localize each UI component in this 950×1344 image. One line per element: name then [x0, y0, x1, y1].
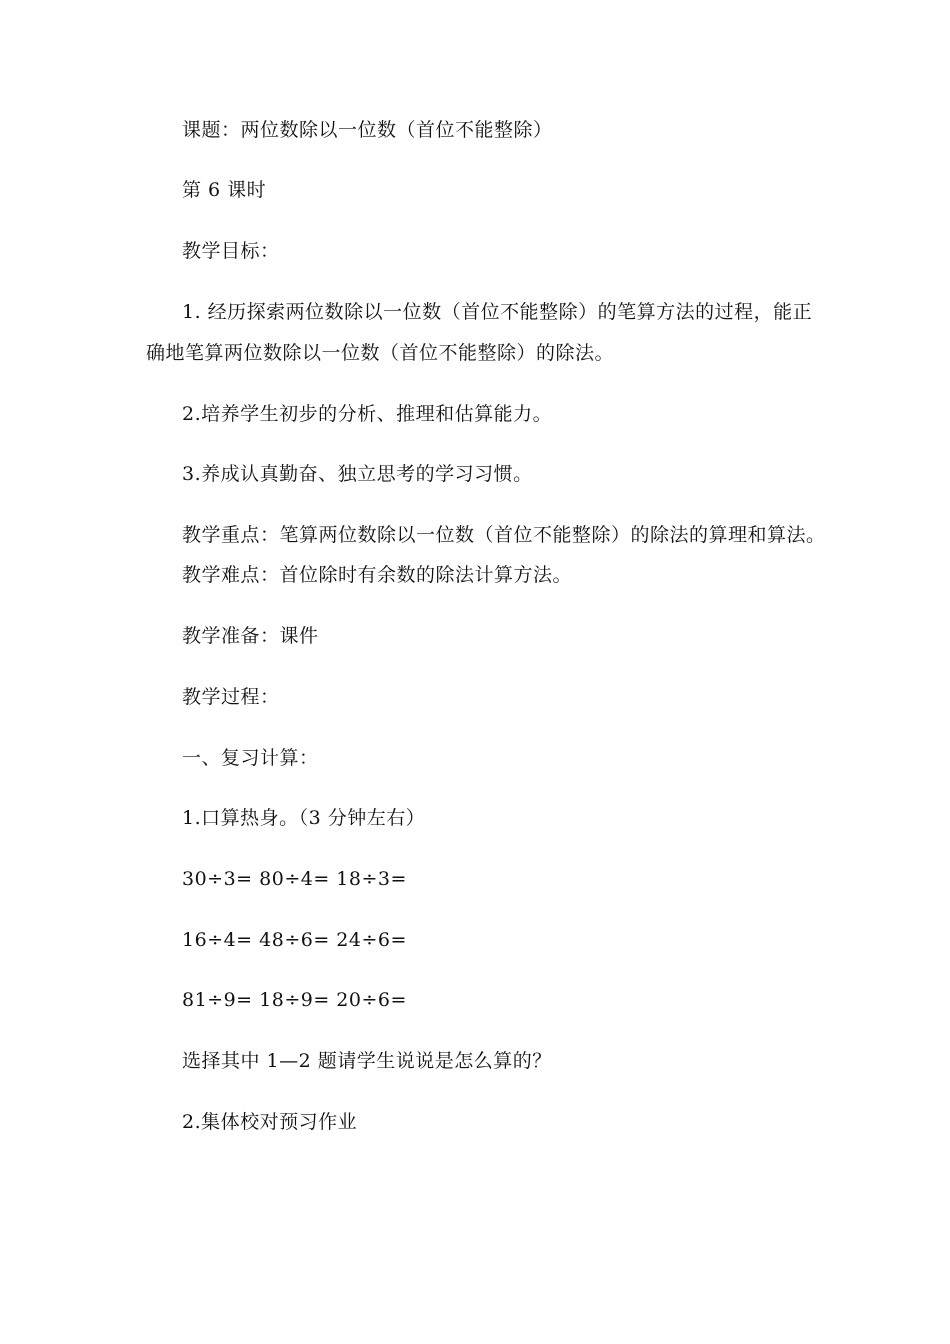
lesson-number: 第 6 课时	[182, 179, 267, 201]
calc-row-1: 30÷3= 80÷4= 18÷3=	[182, 868, 407, 890]
calc-row-2: 16÷4= 48÷6= 24÷6=	[182, 929, 407, 951]
goals-heading: 教学目标：	[182, 240, 280, 262]
item-homework-check: 2.集体校对预习作业	[182, 1111, 358, 1133]
goal-3: 3.养成认真勤奋、独立思考的学习习惯。	[182, 463, 533, 485]
difficulty: 教学难点：首位除时有余数的除法计算方法。	[182, 564, 573, 586]
process-heading: 教学过程：	[182, 686, 280, 708]
item-warmup: 1.口算热身。（3 分钟左右）	[182, 807, 426, 829]
key-point: 教学重点：笔算两位数除以一位数（首位不能整除）的除法的算理和算法。	[182, 524, 826, 546]
goal-1-line-2: 确地笔算两位数除以一位数（首位不能整除）的除法。	[146, 342, 615, 364]
section-review: 一、复习计算：	[182, 747, 319, 769]
prompt: 选择其中 1—2 题请学生说说是怎么算的？	[182, 1050, 552, 1072]
goal-2: 2.培养学生初步的分析、推理和估算能力。	[182, 403, 553, 425]
lesson-title: 课题：两位数除以一位数（首位不能整除）	[182, 119, 553, 141]
preparation: 教学准备：课件	[182, 625, 319, 647]
goal-1-line-1: 1. 经历探索两位数除以一位数（首位不能整除）的笔算方法的过程，能正	[182, 301, 813, 323]
calc-row-3: 81÷9= 18÷9= 20÷6=	[182, 989, 407, 1011]
